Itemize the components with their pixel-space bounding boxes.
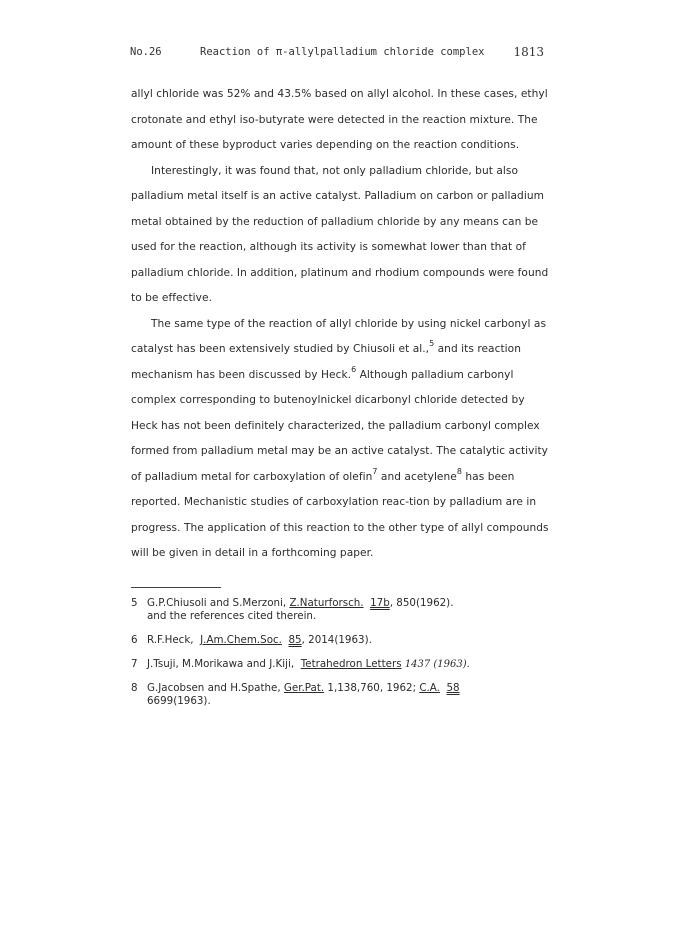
reference-number: 8 — [131, 682, 138, 694]
reference-journal: J.Am.Chem.Soc. — [200, 634, 282, 646]
reference-journal-b: C.A. — [419, 682, 440, 694]
journal-issue: No.26 — [130, 46, 162, 58]
running-title: Reaction of π-allylpalladium chloride complex — [200, 46, 485, 58]
reference-number: 7 — [131, 658, 138, 670]
reference-volume: 58 — [446, 682, 460, 694]
paragraph-2: Interestingly, it was found that, not only palladium chloride, but also palladium metal itself is an active catalyst. Palladium on carbon or palladium metal obtained by the reduction of palladium chloride by any means can be used for the reaction, although its activity is somewhat lower than that of palladium chloride. In addition, platinum and rhodium compounds were found to be effective. — [131, 164, 549, 304]
reference-authors: J.Tsuji, M.Morikawa and J.Kiji, — [147, 658, 298, 670]
reference-item — [131, 597, 561, 623]
paragraph-1: allyl chloride was 52% and 43.5% based on allyl alcohol. In these cases, ethyl crotonate and ethyl iso-butyrate were detected in the reaction mixture. The amount of these byproduct varies depending on the reaction conditions. — [131, 88, 548, 151]
citation-5: 5 — [429, 339, 435, 348]
paragraph-3-text-a: The same type of the reaction of allyl chloride by using nickel carbonyl as catalyst has been extensively studied by Chiusoli et al., — [131, 317, 547, 355]
footnote-rule — [131, 587, 221, 588]
page-header — [130, 46, 550, 62]
reference-rest: 1,138,760, 1962; — [324, 682, 420, 694]
reference-page: 6699(1963). — [147, 695, 211, 707]
citation-6: 6 — [351, 364, 357, 374]
reference-number: 6 — [131, 634, 138, 646]
reference-volume: 85 — [288, 634, 302, 646]
reference-journal: Ger.Pat. — [283, 682, 325, 694]
reference-item — [131, 658, 561, 671]
paragraph-3-text-b: and its reaction mechanism has been discussed by Heck. — [131, 343, 521, 381]
reference-item — [131, 634, 561, 647]
paragraph-3-text-d: and acetylene — [377, 470, 457, 483]
reference-item — [131, 682, 561, 708]
reference-rest-handwritten: 1437 (1963). — [401, 659, 470, 670]
reference-rest: , 850(1962). — [389, 597, 454, 609]
reference-rest: , 2014(1963). — [301, 634, 372, 646]
paragraph-3-text-e: has been reported. Mechanistic studies of carboxylation reac-tion by palladium are in progress. The application of this reaction to the other type of allyl compounds will be given in detail in a forthcoming paper. — [131, 470, 549, 559]
page-number: 1813 — [513, 45, 544, 59]
paragraph-3-text-c: Although palladium carbonyl complex corresponding to butenoylnickel dicarbonyl chloride detected by Heck has not been definitely characterized, the palladium carbonyl complex formed from palladium metal may be an active catalyst. The catalytic activity of palladium metal for carboxylation of olefin — [131, 368, 548, 483]
reference-authors: R.F.Heck, — [147, 634, 197, 646]
reference-journal: Z.Naturforsch. — [289, 597, 364, 609]
reference-authors: G.Jacobsen and H.Spathe, — [147, 682, 284, 694]
paragraph-3 — [131, 312, 551, 567]
reference-authors: G.P.Chiusoli and S.Merzoni, — [147, 597, 290, 609]
reference-journal: Tetrahedron Letters — [300, 658, 402, 670]
citation-7: 7 — [372, 466, 378, 476]
citation-8: 8 — [456, 466, 462, 476]
reference-volume: 17b — [370, 597, 390, 609]
reference-note: and the references cited therein. — [147, 610, 317, 622]
references — [131, 597, 561, 719]
reference-number: 5 — [131, 597, 138, 609]
body-text — [131, 82, 551, 567]
